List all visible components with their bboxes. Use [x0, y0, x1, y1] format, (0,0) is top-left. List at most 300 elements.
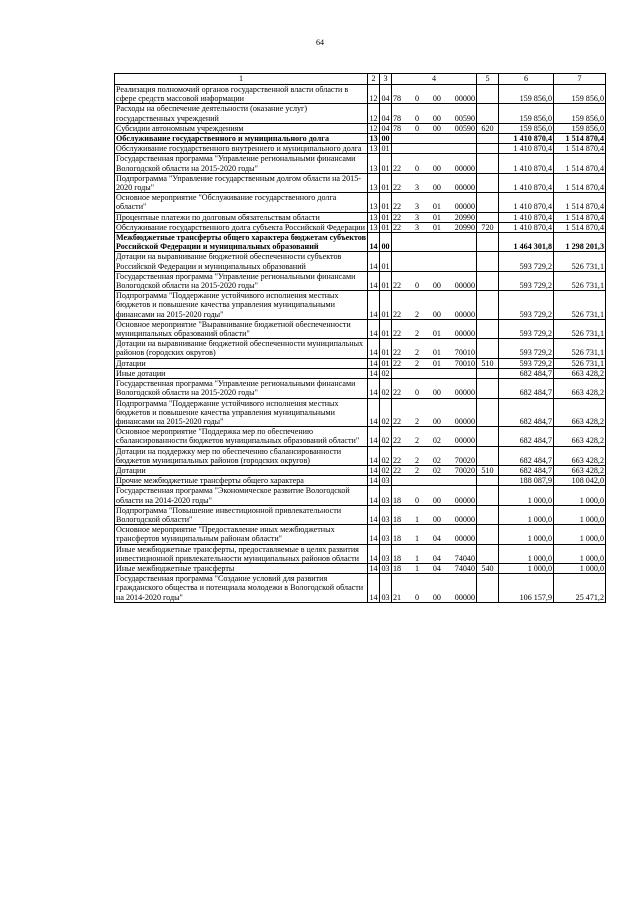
row-name: Процентные платежи по долговым обязательствам области	[115, 212, 368, 222]
table-row	[115, 222, 606, 232]
row-target-article	[392, 134, 477, 144]
row-amount-year2: 1 514 870,4	[554, 193, 606, 212]
row-section: 14	[369, 476, 378, 486]
target-article-direction: 00000	[454, 202, 475, 212]
row-subsection: 01	[380, 193, 392, 212]
row-subsection: 00	[380, 233, 392, 252]
target-article-direction: 00000	[454, 534, 475, 544]
row-target-article	[392, 476, 477, 486]
table-row	[115, 427, 606, 446]
table-row	[115, 486, 606, 505]
row-amount-year1: 1 410 870,4	[499, 154, 554, 173]
row-amount-year2: 1 000,0	[554, 505, 606, 524]
target-article-program: 22	[393, 212, 402, 222]
target-article-subprogram: 3	[414, 212, 419, 222]
target-article-program: 22	[393, 348, 402, 358]
row-section: 14	[368, 505, 380, 524]
row-target-article	[392, 358, 477, 368]
row-section: 13	[369, 144, 378, 154]
row-name: Государственная программа "Экономическое развитие Вологодской области на 2014-2020 годы"	[115, 486, 368, 505]
row-section: 14	[368, 398, 380, 427]
row-target-article	[392, 339, 477, 358]
row-subsection: 01	[380, 339, 392, 358]
row-amount-year2: 526 731,1	[554, 252, 606, 271]
row-target-article	[392, 505, 477, 524]
target-article-subprogram: 0	[414, 94, 419, 104]
target-article-subprogram: 1	[414, 553, 419, 563]
target-article-direction: 70010	[454, 348, 475, 358]
row-target-article	[392, 173, 477, 192]
table-row	[115, 368, 606, 378]
row-subsection: 03	[381, 476, 390, 486]
row-subsection: 01	[380, 319, 392, 338]
row-amount-year1: 593 729,2	[499, 291, 554, 320]
row-expense-type	[477, 291, 499, 320]
row-subsection: 03	[380, 574, 392, 603]
table-row	[115, 379, 606, 398]
row-amount-year1: 1 000,0	[499, 544, 554, 563]
target-article-program: 22	[393, 465, 402, 475]
target-article-subprogram: 1	[414, 514, 419, 524]
target-article-subprogram: 3	[414, 183, 419, 193]
table-body	[115, 85, 606, 603]
row-section: 14	[369, 563, 378, 573]
row-name: Расходы на обеспечение деятельности (оказание услуг) государственных учреждений	[115, 104, 368, 123]
row-amount-year2: 159 856,0	[554, 123, 606, 133]
row-subsection: 02	[380, 379, 392, 398]
row-expense-type	[477, 446, 499, 465]
row-name: Подпрограмма "Поддержание устойчивого исполнения местных бюджетов и повышение качества управления муниципальными финансами на 2015-2020 годы"	[115, 291, 368, 320]
row-section: 14	[368, 252, 380, 271]
target-article-direction: 20990	[454, 212, 475, 222]
table-row	[115, 358, 606, 368]
row-expense-type	[477, 233, 499, 252]
row-target-article	[392, 212, 477, 222]
row-amount-year1: 1 410 870,4	[499, 212, 554, 222]
row-amount-year1: 1 410 870,4	[499, 134, 554, 144]
row-section: 14	[368, 291, 380, 320]
row-expense-type: 510	[477, 465, 499, 475]
row-target-article	[392, 465, 477, 475]
row-section: 14	[368, 271, 380, 290]
row-expense-type	[477, 173, 499, 192]
row-name: Дотации	[115, 358, 368, 368]
row-subsection: 01	[380, 271, 392, 290]
target-article-subprogram: 0	[414, 281, 419, 291]
row-target-article	[392, 379, 477, 398]
row-name: Обслуживание государственного внутреннего и муниципального долга	[115, 144, 368, 154]
row-subsection: 00	[381, 134, 390, 144]
row-expense-type	[477, 212, 499, 222]
target-article-event: 00	[432, 514, 441, 524]
target-article-event: 00	[432, 309, 441, 319]
row-expense-type	[477, 379, 499, 398]
target-article-program: 22	[393, 436, 402, 446]
row-section: 14	[369, 465, 378, 475]
header-cell: 6	[499, 74, 554, 85]
row-amount-year2: 1 514 870,4	[554, 173, 606, 192]
row-target-article	[392, 271, 477, 290]
row-target-article	[392, 193, 477, 212]
table-row	[115, 212, 606, 222]
target-article-direction: 00000	[454, 416, 475, 426]
table-row	[115, 104, 606, 123]
target-article-program: 22	[393, 416, 402, 426]
target-article-subprogram: 1	[414, 534, 419, 544]
target-article-subprogram: 0	[414, 495, 419, 505]
row-name: Государственная программа "Управление региональными финансами Вологодской области на 2015-2020 годы"	[115, 271, 368, 290]
target-article-direction: 70020	[454, 455, 475, 465]
row-expense-type	[477, 574, 499, 603]
row-name: Подпрограмма "Управление государственным долгом области на 2015-2020 годы"	[115, 173, 368, 192]
target-article-program: 22	[393, 329, 402, 339]
target-article-program: 18	[393, 534, 402, 544]
row-section: 14	[369, 368, 378, 378]
row-section: 14	[368, 427, 380, 446]
row-target-article	[392, 252, 477, 271]
row-amount-year1: 188 087,9	[499, 476, 554, 486]
row-name: Межбюджетные трансферты общего характера бюджетам субъектов Российской Федерации и муниципальных образований	[116, 233, 366, 252]
row-amount-year2: 1 514 870,4	[554, 144, 606, 154]
row-subsection: 01	[381, 358, 390, 368]
row-name: Основное мероприятие "Обслуживание государственного долга области"	[115, 193, 368, 212]
target-article-event: 00	[432, 495, 441, 505]
row-name: Основное мероприятие "Выравнивание бюджетной обеспеченности муниципальных образований области"	[115, 319, 368, 338]
target-article-subprogram: 2	[414, 455, 419, 465]
target-article-subprogram: 1	[414, 563, 419, 573]
row-expense-type	[477, 339, 499, 358]
target-article-direction: 00590	[454, 113, 475, 123]
row-section: 13	[369, 212, 378, 222]
row-name: Иные дотации	[115, 368, 368, 378]
row-name: Субсидии автономным учреждениям	[115, 123, 368, 133]
row-target-article	[392, 574, 477, 603]
target-article-event: 02	[432, 465, 441, 475]
page-number: 64	[316, 38, 324, 47]
row-section: 12	[369, 123, 378, 133]
row-amount-year2: 1 514 870,4	[554, 222, 606, 232]
target-article-subprogram: 0	[414, 592, 419, 602]
row-subsection: 01	[381, 222, 390, 232]
row-section: 14	[368, 446, 380, 465]
table-row	[115, 193, 606, 212]
target-article-event: 00	[432, 113, 441, 123]
table-row	[115, 476, 606, 486]
table-row	[115, 134, 606, 144]
target-article-event: 00	[432, 592, 441, 602]
row-name: Иные межбюджетные трансферты	[115, 563, 368, 573]
row-name: Реализация полномочий органов государственной власти области в сфере средств массовой информации	[115, 85, 368, 104]
target-article-program: 22	[393, 163, 402, 173]
target-article-direction: 00000	[454, 388, 475, 398]
target-article-event: 01	[432, 358, 441, 368]
row-amount-year2: 1 000,0	[554, 563, 606, 573]
row-target-article	[392, 563, 477, 573]
row-amount-year1: 1 000,0	[499, 486, 554, 505]
header-cell: 7	[554, 74, 606, 85]
row-section: 13	[368, 193, 380, 212]
row-expense-type	[477, 134, 499, 144]
row-expense-type	[477, 476, 499, 486]
row-expense-type	[477, 144, 499, 154]
row-subsection: 03	[380, 525, 392, 544]
target-article-event: 00	[432, 123, 441, 133]
row-subsection: 02	[380, 398, 392, 427]
target-article-event: 00	[432, 183, 441, 193]
row-section: 13	[368, 154, 380, 173]
row-expense-type: 540	[477, 563, 499, 573]
target-article-direction: 00000	[454, 495, 475, 505]
row-amount-year1: 106 157,9	[499, 574, 554, 603]
row-target-article	[392, 427, 477, 446]
row-amount-year1: 593 729,2	[499, 339, 554, 358]
row-target-article	[392, 144, 477, 154]
row-subsection: 01	[381, 212, 390, 222]
row-amount-year1: 593 729,2	[499, 252, 554, 271]
row-expense-type: 720	[477, 222, 499, 232]
target-article-program: 18	[393, 495, 402, 505]
row-target-article	[392, 368, 477, 378]
row-amount-year1: 682 484,7	[499, 398, 554, 427]
row-section: 14	[368, 339, 380, 358]
target-article-direction: 00000	[454, 163, 475, 173]
row-expense-type: 620	[477, 123, 499, 133]
row-subsection: 03	[380, 505, 392, 524]
table-row	[115, 252, 606, 271]
row-expense-type	[477, 271, 499, 290]
row-section: 14	[368, 233, 380, 252]
row-amount-year2: 663 428,2	[554, 379, 606, 398]
row-subsection: 01	[381, 144, 390, 154]
row-expense-type	[477, 252, 499, 271]
row-subsection: 02	[381, 368, 390, 378]
target-article-direction: 70010	[454, 358, 475, 368]
row-section: 14	[368, 544, 380, 563]
target-article-subprogram: 3	[414, 202, 419, 212]
table-row	[115, 544, 606, 563]
row-expense-type	[477, 85, 499, 104]
row-name: Дотации на поддержку мер по обеспечению сбалансированности бюджетов муниципальных районов (городских округов)	[115, 446, 368, 465]
row-subsection: 03	[381, 563, 390, 573]
row-subsection: 02	[381, 465, 390, 475]
row-amount-year2: 526 731,1	[554, 271, 606, 290]
table-row	[115, 271, 606, 290]
row-expense-type	[477, 319, 499, 338]
row-name: Подпрограмма "Повышение инвестиционной привлекательности Вологодской области"	[115, 505, 368, 524]
table-row	[115, 291, 606, 320]
row-target-article	[392, 233, 477, 252]
header-cell: 2	[368, 74, 380, 85]
row-amount-year2: 25 471,2	[554, 574, 606, 603]
row-expense-type	[477, 525, 499, 544]
row-subsection: 01	[380, 291, 392, 320]
row-expense-type	[477, 193, 499, 212]
target-article-program: 22	[393, 309, 402, 319]
row-amount-year1: 593 729,2	[499, 358, 554, 368]
table-row	[115, 505, 606, 524]
target-article-program: 18	[393, 553, 402, 563]
row-amount-year1: 682 484,7	[499, 379, 554, 398]
target-article-subprogram: 0	[414, 163, 419, 173]
target-article-program: 22	[393, 358, 402, 368]
target-article-subprogram: 2	[414, 465, 419, 475]
row-expense-type	[477, 427, 499, 446]
table-row	[115, 173, 606, 192]
target-article-subprogram: 2	[414, 329, 419, 339]
header-cell: 5	[477, 74, 499, 85]
row-name: Основное мероприятие "Предоставление иных межбюджетных трансфертов муниципальным районам области"	[115, 525, 368, 544]
table-header-row	[115, 74, 606, 85]
row-name: Прочие межбюджетные трансферты общего характера	[115, 476, 368, 486]
target-article-program: 78	[393, 113, 402, 123]
row-name: Дотации на выравнивание бюджетной обеспеченности субъектов Российской Федерации и муниципальных образований	[115, 252, 368, 271]
row-section: 13	[369, 134, 378, 144]
target-article-subprogram: 0	[414, 113, 419, 123]
row-amount-year1: 593 729,2	[499, 271, 554, 290]
row-target-article	[392, 544, 477, 563]
row-target-article	[392, 123, 477, 133]
table-row	[115, 144, 606, 154]
row-subsection: 01	[380, 173, 392, 192]
row-amount-year2: 526 731,1	[554, 291, 606, 320]
target-article-event: 04	[432, 534, 441, 544]
row-amount-year2: 526 731,1	[554, 358, 606, 368]
row-amount-year1: 159 856,0	[499, 85, 554, 104]
target-article-direction: 00000	[454, 309, 475, 319]
table-row	[115, 398, 606, 427]
row-amount-year2: 526 731,1	[554, 319, 606, 338]
target-article-program: 22	[393, 388, 402, 398]
header-cell: 3	[380, 74, 392, 85]
header-cell: 1	[115, 74, 368, 85]
row-name: Государственная программа "Управление региональными финансами Вологодской области на 2015-2020 годы"	[115, 154, 368, 173]
row-subsection: 04	[380, 104, 392, 123]
target-article-program: 21	[393, 592, 402, 602]
row-name: Основное мероприятие "Поддержка мер по обеспечению сбалансированности бюджетов муниципальных образований области"	[115, 427, 368, 446]
row-target-article	[392, 291, 477, 320]
target-article-program: 22	[393, 202, 402, 212]
row-section: 14	[368, 379, 380, 398]
row-amount-year2: 1 298 201,3	[554, 233, 606, 252]
row-expense-type	[477, 544, 499, 563]
row-amount-year1: 593 729,2	[499, 319, 554, 338]
target-article-program: 22	[393, 455, 402, 465]
target-article-event: 01	[432, 202, 441, 212]
target-article-direction: 00000	[454, 592, 475, 602]
row-subsection: 04	[381, 123, 390, 133]
row-subsection: 03	[380, 544, 392, 563]
target-article-subprogram: 3	[414, 222, 419, 232]
row-target-article	[392, 154, 477, 173]
row-amount-year2: 159 856,0	[554, 85, 606, 104]
target-article-event: 02	[432, 436, 441, 446]
table-row	[115, 525, 606, 544]
row-section: 14	[369, 358, 378, 368]
table-row	[115, 446, 606, 465]
row-expense-type	[477, 104, 499, 123]
row-name: Государственная программа "Управление региональными финансами Вологодской области на 2015-2020 годы"	[115, 379, 368, 398]
row-amount-year2: 1 000,0	[554, 525, 606, 544]
row-expense-type	[477, 505, 499, 524]
row-amount-year2: 663 428,2	[554, 465, 606, 475]
target-article-direction: 00000	[454, 436, 475, 446]
row-amount-year1: 682 484,7	[499, 427, 554, 446]
row-subsection: 04	[380, 85, 392, 104]
row-amount-year2: 663 428,2	[554, 398, 606, 427]
row-name: Государственная программа "Создание условий для развития гражданского общества и потенциала молодежи в Вологодской области на 2014-2020 годы"	[115, 574, 368, 603]
row-section: 14	[368, 486, 380, 505]
row-subsection: 02	[380, 446, 392, 465]
table-row	[115, 154, 606, 173]
row-target-article	[392, 446, 477, 465]
row-amount-year2: 108 042,0	[554, 476, 606, 486]
row-name: Дотации на выравнивание бюджетной обеспеченности муниципальных районов (городских округов)	[115, 339, 368, 358]
target-article-direction: 74040	[454, 563, 475, 573]
row-amount-year2: 663 428,2	[554, 368, 606, 378]
row-target-article	[392, 222, 477, 232]
target-article-program: 78	[393, 123, 402, 133]
row-amount-year1: 1 410 870,4	[499, 222, 554, 232]
target-article-event: 00	[432, 281, 441, 291]
row-amount-year2: 526 731,1	[554, 339, 606, 358]
target-article-direction: 00000	[454, 183, 475, 193]
target-article-event: 00	[432, 416, 441, 426]
row-amount-year1: 1 410 870,4	[499, 144, 554, 154]
table-row	[115, 563, 606, 573]
row-section: 13	[369, 222, 378, 232]
target-article-event: 01	[432, 329, 441, 339]
row-subsection: 02	[380, 427, 392, 446]
table-row	[115, 465, 606, 475]
target-article-subprogram: 2	[414, 348, 419, 358]
target-article-subprogram: 0	[414, 123, 419, 133]
row-amount-year2: 1 000,0	[554, 486, 606, 505]
target-article-direction: 00590	[454, 123, 475, 133]
target-article-direction: 00000	[454, 514, 475, 524]
table-row	[115, 233, 606, 252]
target-article-subprogram: 2	[414, 436, 419, 446]
row-amount-year2: 663 428,2	[554, 427, 606, 446]
row-amount-year1: 1 464 301,8	[499, 233, 554, 252]
target-article-event: 04	[432, 563, 441, 573]
target-article-event: 02	[432, 455, 441, 465]
row-amount-year2: 1 000,0	[554, 544, 606, 563]
target-article-subprogram: 2	[414, 358, 419, 368]
table-row	[115, 574, 606, 603]
target-article-event: 00	[432, 163, 441, 173]
row-amount-year1: 159 856,0	[499, 123, 554, 133]
row-name: Обслуживание государственного и муниципального долга	[115, 134, 368, 144]
target-article-program: 18	[393, 514, 402, 524]
row-amount-year2: 663 428,2	[554, 446, 606, 465]
target-article-direction: 00000	[454, 329, 475, 339]
row-expense-type	[477, 154, 499, 173]
target-article-program: 22	[393, 222, 402, 232]
row-amount-year1: 159 856,0	[499, 104, 554, 123]
target-article-direction: 74040	[454, 553, 475, 563]
target-article-event: 00	[432, 388, 441, 398]
table-row	[115, 339, 606, 358]
target-article-direction: 00000	[454, 94, 475, 104]
target-article-direction: 70020	[454, 465, 475, 475]
row-amount-year1: 1 410 870,4	[499, 193, 554, 212]
row-amount-year1: 1 410 870,4	[499, 173, 554, 192]
row-subsection: 01	[380, 252, 392, 271]
row-section: 14	[368, 574, 380, 603]
row-name: Обслуживание государственного долга субъекта Российской Федерации	[115, 222, 368, 232]
row-amount-year1: 682 484,7	[499, 368, 554, 378]
row-subsection: 01	[380, 154, 392, 173]
